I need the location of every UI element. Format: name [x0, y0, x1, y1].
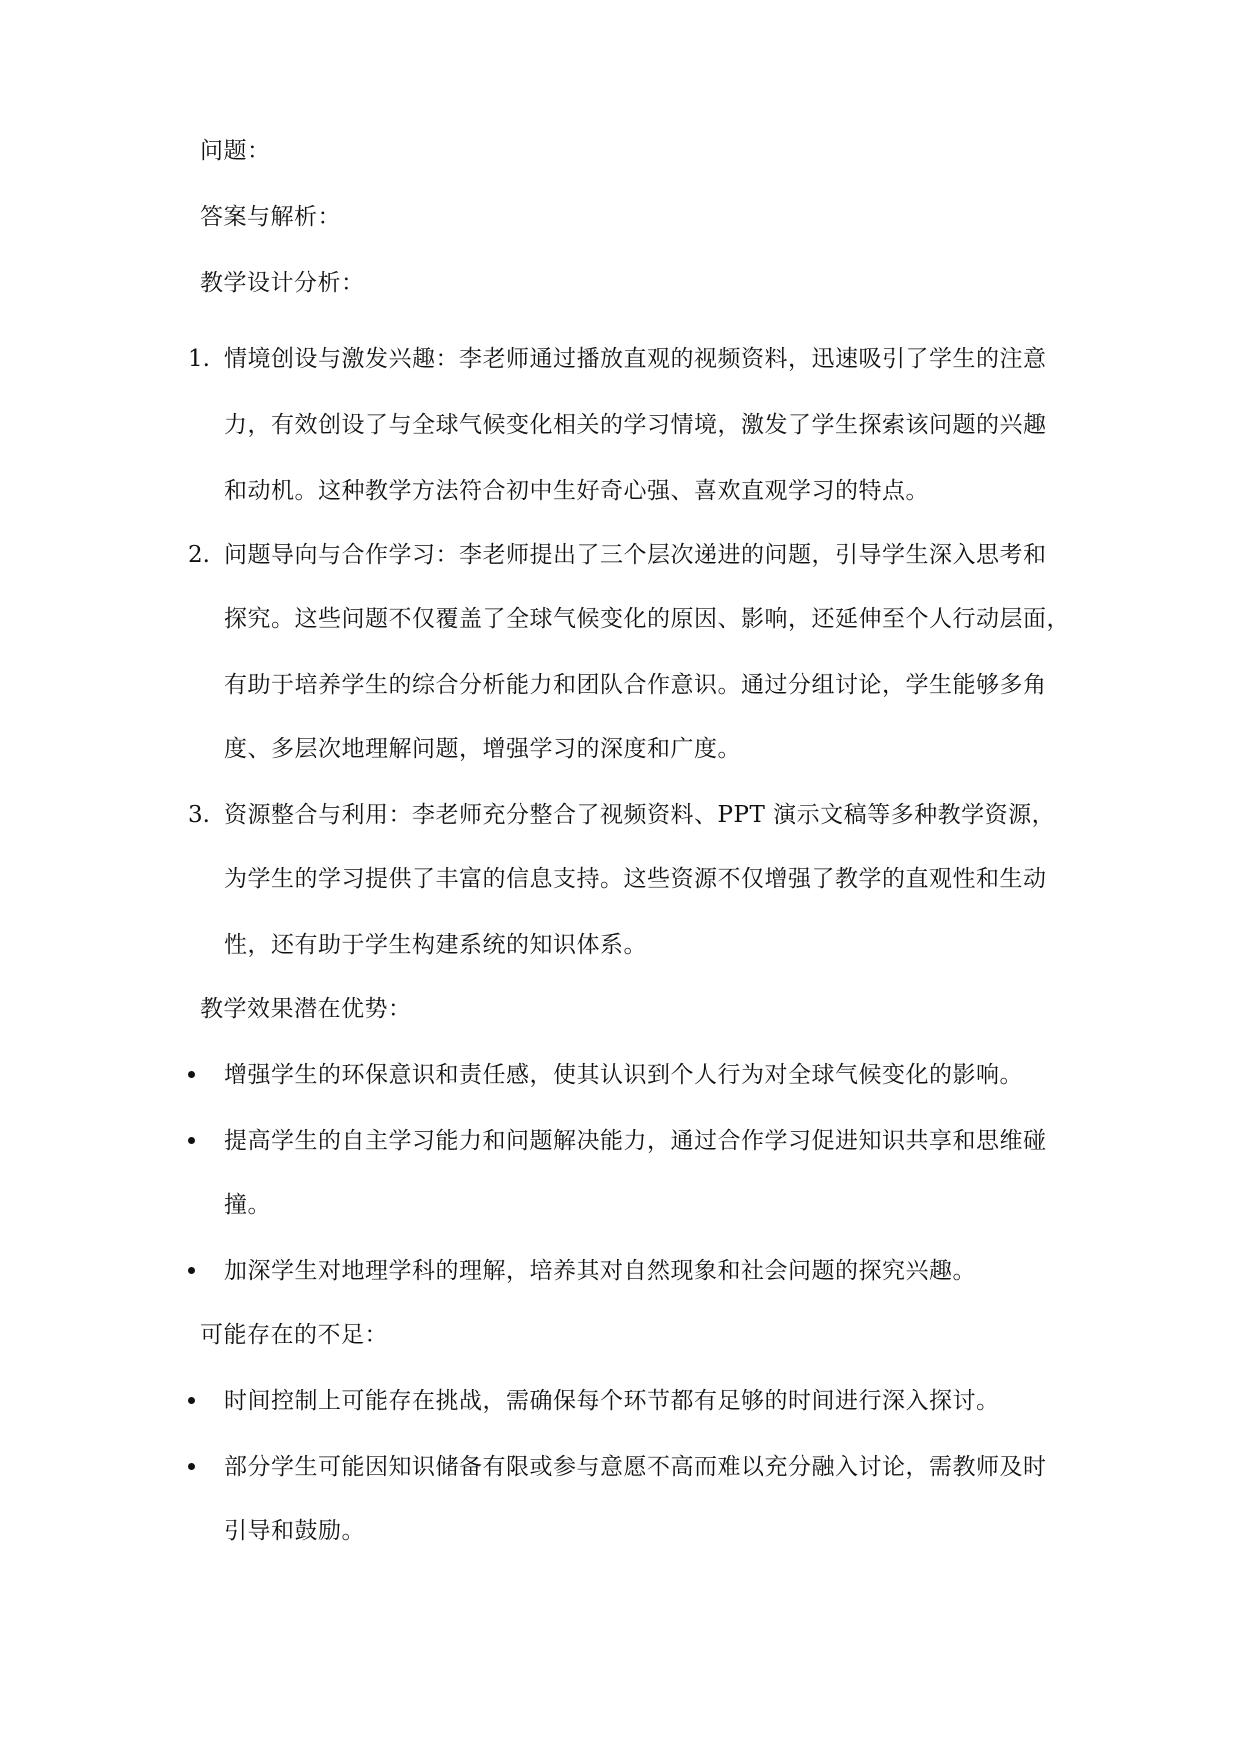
advantage-text-line: 加深学生对地理学科的理解，培养其对自然现象和社会问题的探究兴趣。 — [224, 1258, 976, 1284]
design-item-text-line: 资源整合与利用：李老师充分整合了视频资料、PPT 演示文稿等多种教学资源， — [224, 802, 1056, 828]
advantage-text-line: 提高学生的自主学习能力和问题解决能力，通过合作学习促进知识共享和思维碰 — [224, 1128, 1047, 1154]
design-item-text-line: 性，还有助于学生构建系统的知识体系。 — [224, 932, 647, 958]
shortcomings-heading: 可能存在的不足： — [200, 1322, 388, 1348]
design-item-text-line: 有助于培养学生的综合分析能力和团队合作意识。通过分组讨论，学生能够多角 — [224, 672, 1047, 698]
advantage-text-line: 撞。 — [224, 1192, 271, 1218]
shortcoming-text-line: 时间控制上可能存在挑战，需确保每个环节都有足够的时间进行深入探讨。 — [224, 1388, 1000, 1414]
advantages-heading: 教学效果潜在优势： — [200, 996, 412, 1022]
bullet-icon — [188, 1397, 195, 1404]
design-item-number: 3. — [188, 802, 210, 828]
design-heading: 教学设计分析： — [200, 270, 365, 296]
bullet-icon — [188, 1267, 195, 1274]
bullet-icon — [188, 1463, 195, 1470]
design-item-text-line: 力，有效创设了与全球气候变化相关的学习情境，激发了学生探索该问题的兴趣 — [224, 412, 1047, 438]
design-item-text-line: 度、多层次地理解问题，增强学习的深度和广度。 — [224, 736, 741, 762]
bullet-icon — [188, 1071, 195, 1078]
answer-label: 答案与解析： — [200, 204, 341, 230]
design-item-text-line: 为学生的学习提供了丰富的信息支持。这些资源不仅增强了教学的直观性和生动 — [224, 866, 1047, 892]
design-item-number: 1. — [188, 346, 210, 372]
bullet-icon — [188, 1137, 195, 1144]
design-item-number: 2. — [188, 542, 210, 568]
question-label: 问题： — [200, 138, 271, 164]
design-item-text-line: 探究。这些问题不仅覆盖了全球气候变化的原因、影响，还延伸至个人行动层面， — [224, 606, 1070, 632]
advantage-text-line: 增强学生的环保意识和责任感，使其认识到个人行为对全球气候变化的影响。 — [224, 1062, 1023, 1088]
design-item-text-line: 问题导向与合作学习：李老师提出了三个层次递进的问题，引导学生深入思考和 — [224, 542, 1047, 568]
shortcoming-text-line: 部分学生可能因知识储备有限或参与意愿不高而难以充分融入讨论，需教师及时 — [224, 1454, 1047, 1480]
design-item-text-line: 情境创设与激发兴趣：李老师通过播放直观的视频资料，迅速吸引了学生的注意 — [224, 346, 1047, 372]
design-item-text-line: 和动机。这种教学方法符合初中生好奇心强、喜欢直观学习的特点。 — [224, 478, 929, 504]
shortcoming-text-line: 引导和鼓励。 — [224, 1518, 365, 1544]
